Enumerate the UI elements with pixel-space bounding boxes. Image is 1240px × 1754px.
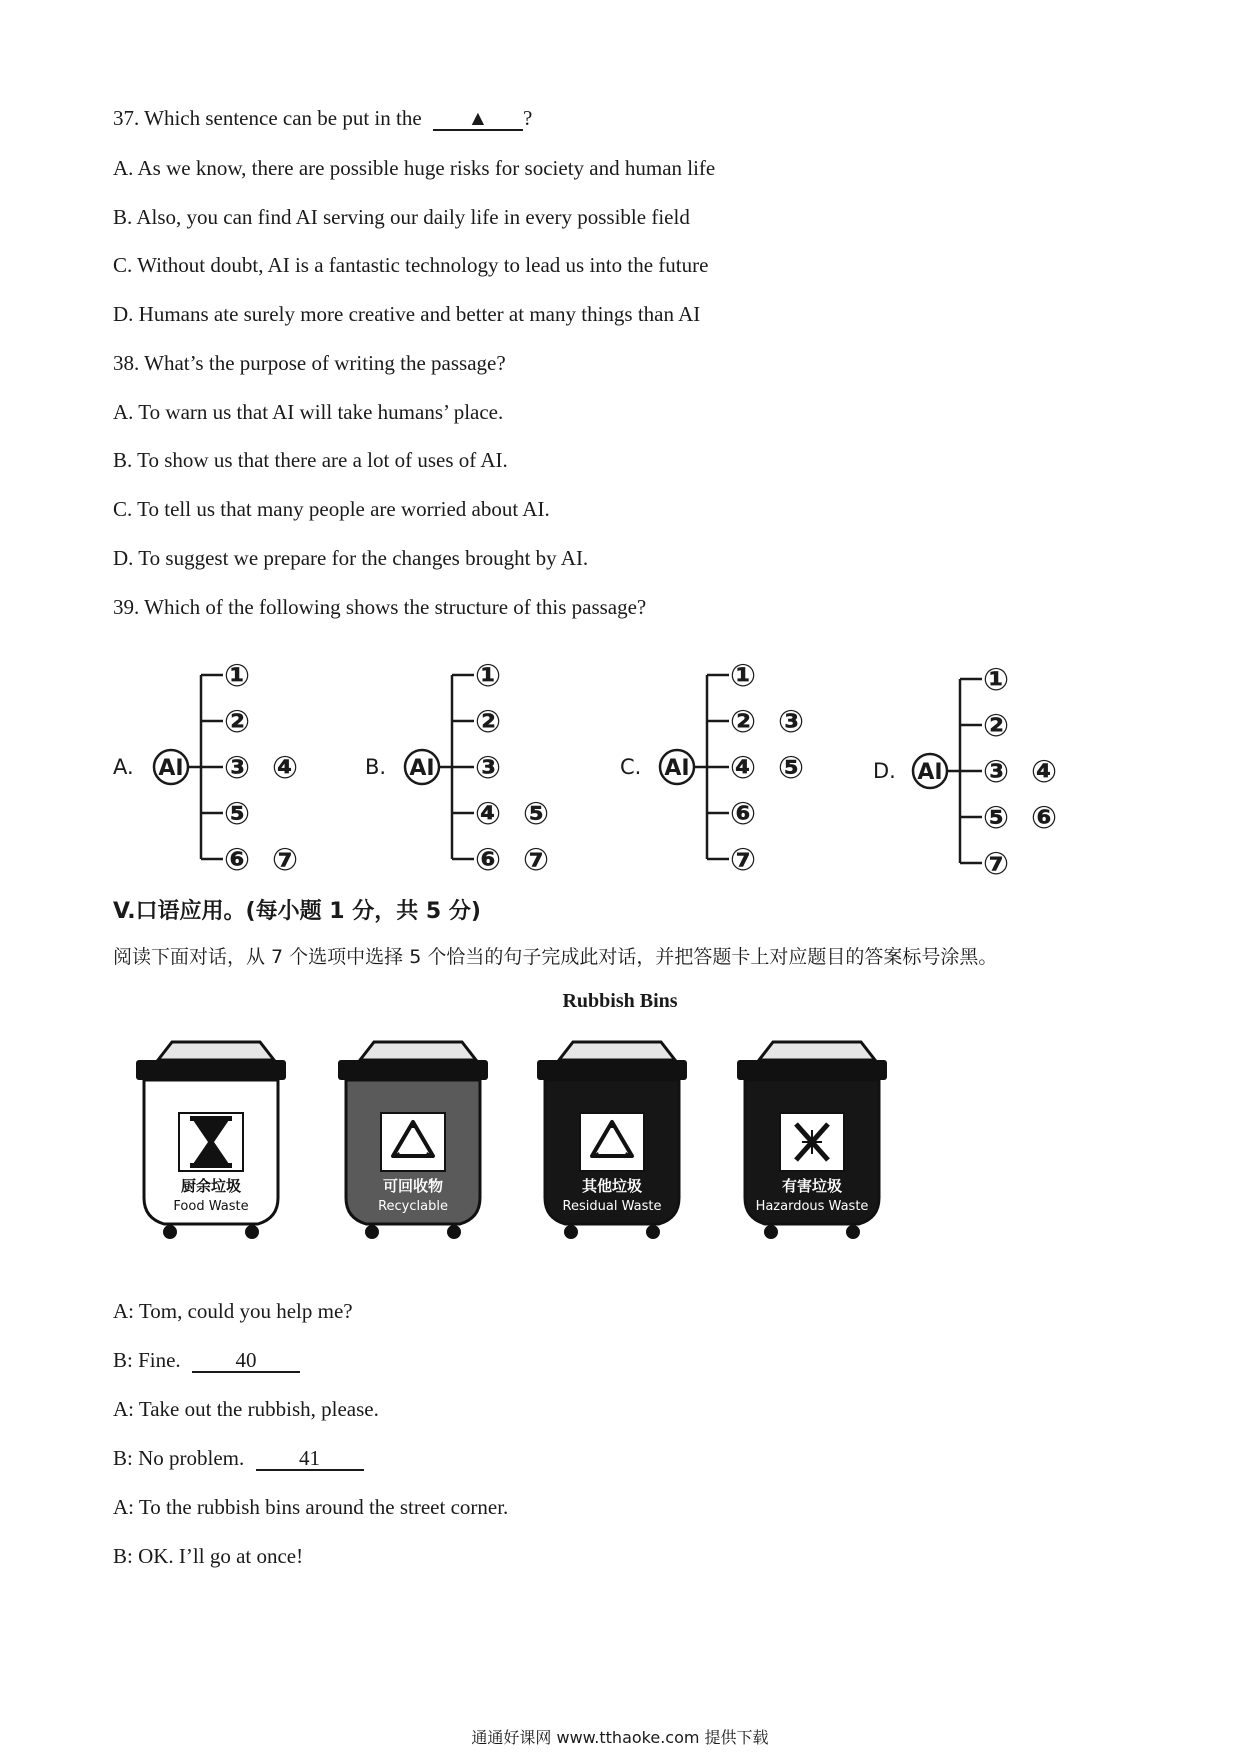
- bin-label-cn: 厨余垃圾: [180, 1177, 242, 1195]
- bin-lid-rim: [338, 1060, 488, 1080]
- numbered-node: ⑥: [223, 842, 251, 872]
- numbered-node: ③: [777, 704, 805, 740]
- q37-option-c: C. Without doubt, AI is a fantastic technology to lead us into the future: [113, 253, 709, 277]
- numbered-node: ②: [982, 708, 1010, 744]
- bin-wheel: [646, 1225, 660, 1239]
- dialogue-line-2-text: B: Fine.: [113, 1348, 181, 1372]
- root-node-label: AI: [917, 760, 943, 785]
- root-node-label: AI: [158, 756, 184, 781]
- q39-stem: 39. Which of the following shows the structure of this passage?: [113, 595, 647, 619]
- rubbish-bin-3: [537, 1042, 687, 1239]
- bin-lid-top: [360, 1042, 476, 1060]
- rubbish-bin-2: [338, 1042, 488, 1239]
- q38-stem: 38. What’s the purpose of writing the passage?: [113, 351, 506, 375]
- numbered-node: ⑥: [1030, 800, 1058, 836]
- bin-wheel: [447, 1225, 461, 1239]
- dialogue-line-4-text: B: No problem.: [113, 1446, 245, 1470]
- q38-option-d: D. To suggest we prepare for the changes brought by AI.: [113, 546, 589, 570]
- bin-wheel: [245, 1225, 259, 1239]
- bin-wheel: [764, 1225, 778, 1239]
- dialogue-line-6: B: OK. I’ll go at once!: [113, 1544, 304, 1568]
- numbered-node: ①: [223, 662, 251, 694]
- numbered-node: ④: [474, 796, 502, 832]
- numbered-node: ③: [474, 750, 502, 786]
- numbered-node: ③: [223, 750, 251, 786]
- bin-label-cn: 有害垃圾: [781, 1177, 843, 1195]
- bin-wheel: [365, 1225, 379, 1239]
- structure-diagram-b: [365, 662, 615, 872]
- numbered-node: ⑦: [271, 842, 299, 872]
- q38-option-a: A. To warn us that AI will take humans’ place.: [113, 400, 504, 424]
- numbered-node: ⑥: [729, 796, 757, 832]
- bin-lid-rim: [537, 1060, 687, 1080]
- bin-lid-top: [759, 1042, 875, 1060]
- numbered-node: ②: [729, 704, 757, 740]
- hourglass-top: [190, 1116, 232, 1121]
- q37-option-d: D. Humans ate surely more creative and better at many things than AI: [113, 302, 701, 326]
- numbered-node: ⑤: [982, 800, 1010, 836]
- bin-lid-rim: [136, 1060, 286, 1080]
- bin-label-cn: 其他垃圾: [581, 1177, 643, 1195]
- blank-40: 40: [192, 1349, 300, 1373]
- dialogue-line-4: [113, 1444, 364, 1472]
- root-node-label: AI: [409, 756, 435, 781]
- numbered-node: ⑦: [982, 846, 1010, 876]
- rubbish-bins-figure: [0, 1038, 1240, 1268]
- option-letter: B.: [365, 755, 387, 779]
- numbered-node: ①: [729, 662, 757, 694]
- bin-label-cn: 可回收物: [382, 1177, 444, 1195]
- option-letter: D.: [873, 759, 896, 783]
- diagram-svg: [365, 662, 615, 872]
- q37-blank: ▲: [433, 107, 523, 131]
- dialogue-line-5: A: To the rubbish bins around the street corner.: [113, 1495, 509, 1519]
- bin-lid-top: [158, 1042, 274, 1060]
- option-letter: A.: [113, 755, 134, 779]
- structure-diagram-c: [620, 662, 870, 872]
- numbered-node: ⑦: [729, 842, 757, 872]
- numbered-node: ⑤: [522, 796, 550, 832]
- q37-stem-text: 37. Which sentence can be put in the: [113, 106, 422, 130]
- q37-option-b: B. Also, you can find AI serving our daily life in every possible field: [113, 205, 690, 229]
- bin-label-en: Food Waste: [173, 1199, 249, 1214]
- rubbish-bin-4: [737, 1042, 887, 1239]
- numbered-node: ⑤: [223, 796, 251, 832]
- structure-diagram-d: [873, 666, 1123, 876]
- bin-wheel: [163, 1225, 177, 1239]
- rubbish-bin-1: [136, 1042, 286, 1239]
- bin-label-en: Hazardous Waste: [755, 1199, 869, 1214]
- dialogue-line-2: [113, 1346, 300, 1374]
- root-node-label: AI: [664, 756, 690, 781]
- q38-option-c: C. To tell us that many people are worried about AI.: [113, 497, 550, 521]
- dialogue-line-1: A: Tom, could you help me?: [113, 1299, 353, 1323]
- q37-stem-end: ?: [522, 106, 533, 130]
- bin-lid-rim: [737, 1060, 887, 1080]
- numbered-node: ④: [1030, 754, 1058, 790]
- bin-lid-top: [559, 1042, 675, 1060]
- numbered-node: ②: [223, 704, 251, 740]
- numbered-node: ④: [729, 750, 757, 786]
- q38-option-b: B. To show us that there are a lot of uses of AI.: [113, 448, 508, 472]
- numbered-node: ①: [982, 666, 1010, 698]
- q37-stem: [113, 104, 532, 132]
- q37-option-a: A. As we know, there are possible huge risks for society and human life: [113, 156, 716, 180]
- bin-label-en: Residual Waste: [562, 1199, 662, 1214]
- diagram-svg: [620, 662, 870, 872]
- numbered-node: ⑤: [777, 750, 805, 786]
- page-footer: 通通好课网 www.tthaoke.com 提供下载: [471, 1728, 769, 1747]
- bin-wheel: [846, 1225, 860, 1239]
- diagram-svg: [113, 662, 363, 872]
- section-heading: V.口语应用。(每小题 1 分，共 5 分): [113, 899, 481, 924]
- numbered-node: ⑥: [474, 842, 502, 872]
- section-instruction: 阅读下面对话，从 7 个选项中选择 5 个恰当的句子完成此对话，并把答题卡上对应题目的答案标号涂黑。: [113, 946, 998, 968]
- figure-title: Rubbish Bins: [562, 990, 678, 1012]
- numbered-node: ④: [271, 750, 299, 786]
- numbered-node: ①: [474, 662, 502, 694]
- dialogue-line-3: A: Take out the rubbish, please.: [113, 1397, 379, 1421]
- diagram-svg: [873, 666, 1123, 876]
- numbered-node: ③: [982, 754, 1010, 790]
- numbered-node: ②: [474, 704, 502, 740]
- structure-diagram-a: [113, 662, 363, 872]
- bin-label-en: Recyclable: [378, 1199, 448, 1214]
- blank-41: 41: [256, 1447, 364, 1471]
- hourglass-bottom: [190, 1163, 232, 1168]
- bin-wheel: [564, 1225, 578, 1239]
- option-letter: C.: [620, 755, 642, 779]
- numbered-node: ⑦: [522, 842, 550, 872]
